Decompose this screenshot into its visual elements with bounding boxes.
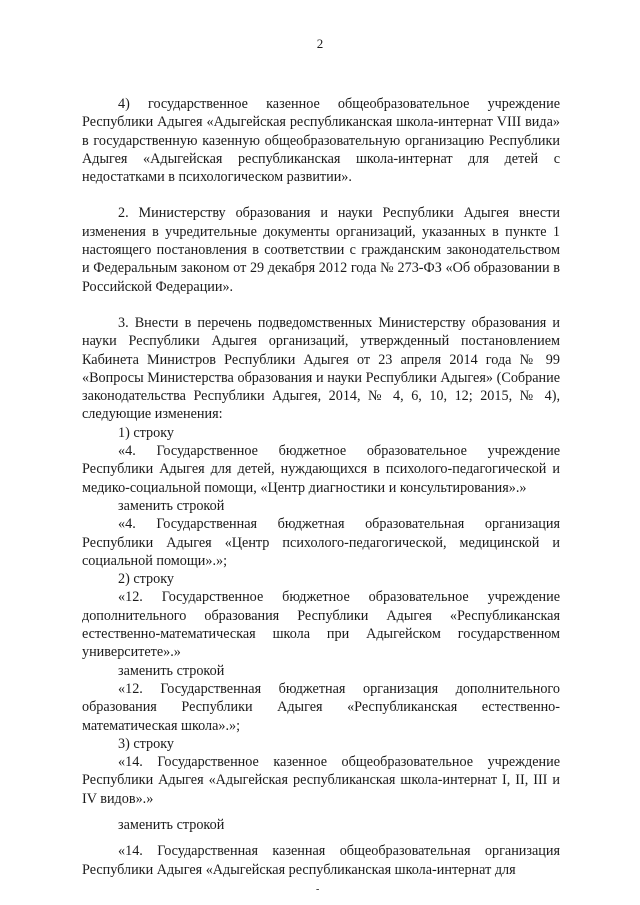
paragraph-item-4: 4) государственное казенное общеобразовательное учреждение Республики Адыгея «Адыгейская республиканская школа-интернат VIII вида» в государственную казенную общеобразовательную организацию Республики Адыгея «Адыгейская республиканская школа-интернат для детей с недостатками в психологическом развитии». (82, 96, 560, 186)
list-item-1: 1) строку (118, 424, 175, 441)
footer-mark: - (316, 884, 320, 895)
paragraph-section-2: 2. Министерству образования и науки Республики Адыгея внести изменения в учредительные документы организаций, указанных в пункте 1 настоящего постановления в соответствии с гражданским законодательством и Федеральным законом от 29 декабря 2012 года № 273-ФЗ «Об образовании в Российской Федерации». (82, 205, 560, 295)
paragraph-section-3: 3. Внести в перечень подведомственных Министерству образования и науки Республики Адыгея организаций, утвержденный постановлением Кабинета Министров Республики Адыгея от 23 апреля 2014 года № 99 «Вопросы Министерства образования и науки Республики Адыгея» (Собрание законодательства Республики Адыгея, 2014, № 4, 6, 10, 12; 2015, № 4), следующие изменения: (82, 314, 560, 423)
quote-old-14: «14. Государственное казенное общеобразовательное учреждение Республики Адыгея «Адыгейская республиканская школа-интернат I, II, III и IV видов».» (82, 754, 560, 807)
quote-new-14: «14. Государственная казенная общеобразовательная организация Республики Адыгея «Адыгейская республиканская школа-интернат для (82, 843, 560, 878)
replace-label-1: заменить строкой (118, 497, 225, 514)
document-body (82, 95, 560, 879)
quote-new-4: «4. Государственная бюджетная образовательная организация Республики Адыгея «Центр психолого-педагогической, медицинской и социальной помощи».»; (82, 516, 560, 569)
quote-old-12: «12. Государственное бюджетное образовательное учреждение дополнительного образования Республики Адыгея «Республиканская естественно-математическая школа при Адыгейском государственном университете».» (82, 589, 560, 661)
quote-new-12: «12. Государственная бюджетная организация дополнительного образования Республики Адыгея «Республиканская естественно-математическая школа».»; (82, 680, 560, 734)
replace-label-2: заменить строкой (118, 662, 225, 679)
quote-old-4: «4. Государственное бюджетное образовательное учреждение Республики Адыгея для детей, нуждающихся в психолого-педагогической и медико-социальной помощи, «Центр диагностики и консультирования».» (82, 443, 560, 496)
replace-label-3: заменить строкой (118, 816, 225, 833)
list-item-3: 3) строку (118, 735, 175, 752)
page-number: 2 (316, 36, 324, 51)
list-item-2: 2) строку (118, 571, 175, 588)
